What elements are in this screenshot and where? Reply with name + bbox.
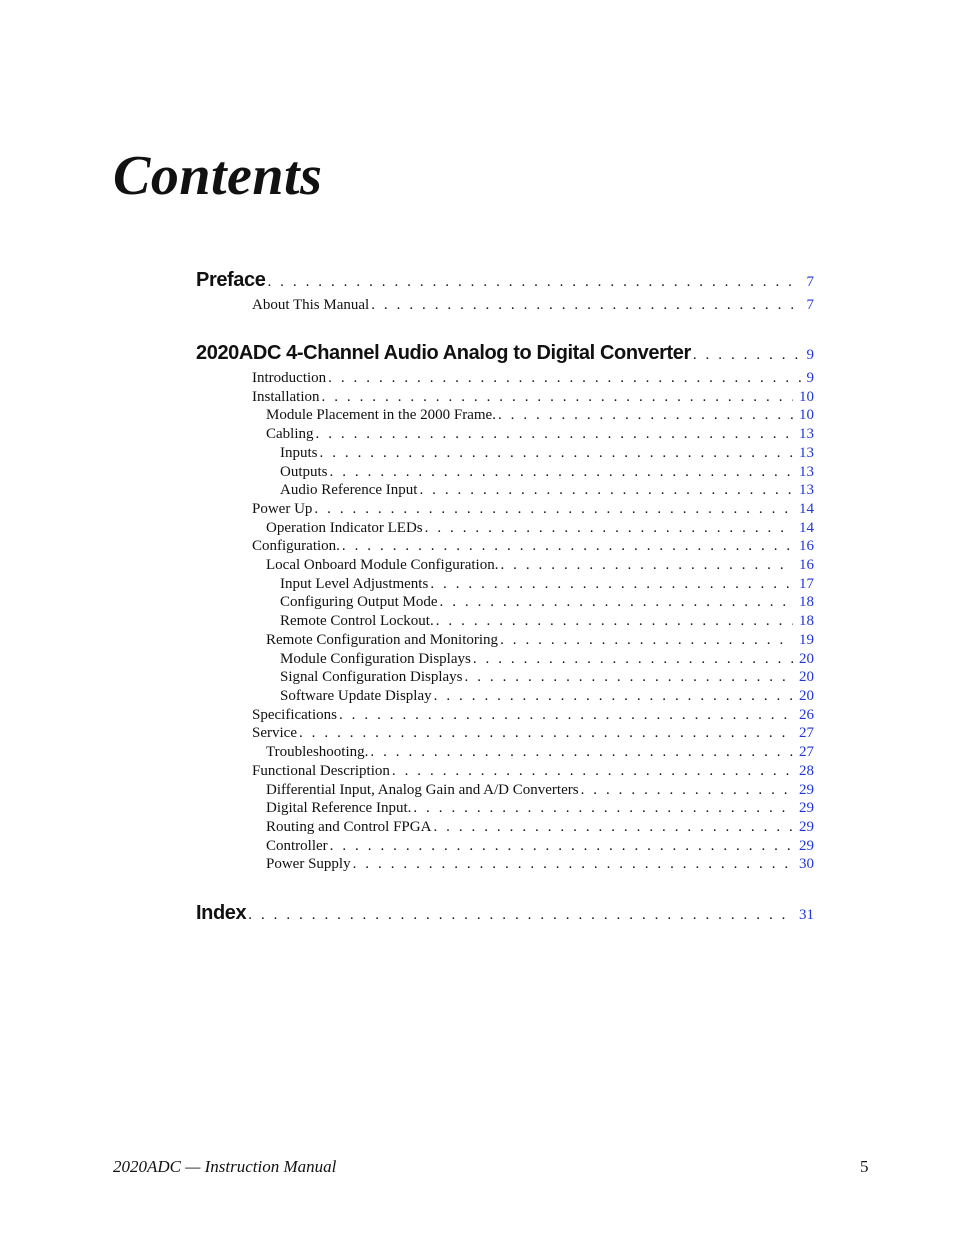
toc-leader-dots bbox=[436, 613, 793, 630]
toc-page-link[interactable]: 27 bbox=[799, 725, 814, 741]
toc-entry-label: Preface bbox=[196, 269, 266, 291]
toc-entry[interactable] bbox=[196, 407, 814, 424]
toc-page-link[interactable]: 30 bbox=[799, 856, 814, 872]
toc-page-link[interactable]: 17 bbox=[799, 576, 814, 592]
toc-page-link[interactable]: 18 bbox=[799, 594, 814, 610]
toc-leader-dots bbox=[392, 763, 793, 780]
toc-entry[interactable] bbox=[196, 426, 814, 443]
toc-leader-dots bbox=[342, 538, 793, 555]
toc-page-link[interactable]: 18 bbox=[799, 613, 814, 629]
toc-entry[interactable] bbox=[196, 782, 814, 799]
toc-chapter-entry[interactable] bbox=[196, 269, 814, 292]
toc-page-link[interactable]: 13 bbox=[799, 426, 814, 442]
toc-entry[interactable] bbox=[196, 763, 814, 780]
toc-entry-label: Power Up bbox=[252, 501, 313, 517]
toc-leader-dots bbox=[330, 464, 793, 481]
toc-page-link[interactable]: 20 bbox=[799, 688, 814, 704]
toc-page-link[interactable]: 10 bbox=[799, 407, 814, 423]
toc-leader-dots bbox=[425, 520, 793, 537]
toc-leader-dots bbox=[473, 651, 793, 668]
toc-page-link[interactable]: 16 bbox=[799, 557, 814, 573]
toc-page-link[interactable]: 14 bbox=[799, 501, 814, 517]
toc-page-link[interactable]: 7 bbox=[806, 274, 814, 290]
toc-entry[interactable] bbox=[196, 594, 814, 611]
toc-entry-label: Remote Control Lockout. bbox=[280, 613, 434, 629]
toc-entry[interactable] bbox=[196, 707, 814, 724]
toc-entry[interactable] bbox=[196, 501, 814, 518]
toc-leader-dots bbox=[330, 838, 793, 855]
toc-entry-label: Module Configuration Displays bbox=[280, 651, 471, 667]
toc-page-link[interactable]: 29 bbox=[799, 819, 814, 835]
toc-entry-label: Controller bbox=[266, 838, 328, 854]
toc-entry[interactable] bbox=[196, 370, 814, 387]
toc-entry[interactable] bbox=[196, 389, 814, 406]
toc-page-link[interactable]: 29 bbox=[799, 800, 814, 816]
toc-leader-dots bbox=[370, 744, 793, 761]
toc-entry[interactable] bbox=[196, 651, 814, 668]
toc-leader-dots bbox=[433, 819, 793, 836]
toc-entry[interactable] bbox=[196, 482, 814, 499]
toc-page-link[interactable]: 27 bbox=[799, 744, 814, 760]
toc-entry-label: Digital Reference Input. bbox=[266, 800, 412, 816]
toc-page-link[interactable]: 9 bbox=[806, 370, 814, 386]
toc-entry-label: Index bbox=[196, 902, 247, 924]
toc-entry[interactable] bbox=[196, 632, 814, 649]
toc-entry[interactable] bbox=[196, 557, 814, 574]
toc-entry-label: Power Supply bbox=[266, 856, 351, 872]
toc-page-link[interactable]: 29 bbox=[799, 782, 814, 798]
toc-entry[interactable] bbox=[196, 613, 814, 630]
toc-page-link[interactable]: 19 bbox=[799, 632, 814, 648]
toc-entry[interactable] bbox=[196, 576, 814, 593]
toc-entry-label: Installation bbox=[252, 389, 320, 405]
toc-page-link[interactable]: 28 bbox=[799, 763, 814, 779]
toc-leader-dots bbox=[434, 688, 793, 705]
toc-entry-label: Software Update Display bbox=[280, 688, 432, 704]
toc-entry-label: Audio Reference Input bbox=[280, 482, 418, 498]
toc-leader-dots bbox=[320, 445, 794, 462]
toc-leader-dots bbox=[267, 274, 800, 291]
toc-entry-label: Configuration. bbox=[252, 538, 340, 554]
page-title: Contents bbox=[113, 145, 323, 207]
toc-entry[interactable] bbox=[196, 688, 814, 705]
toc-leader-dots bbox=[500, 632, 793, 649]
footer-page-number: 5 bbox=[860, 1157, 869, 1176]
toc-page-link[interactable]: 14 bbox=[799, 520, 814, 536]
toc-entry[interactable] bbox=[196, 669, 814, 686]
toc-entry[interactable] bbox=[196, 838, 814, 855]
toc-page-link[interactable]: 20 bbox=[799, 651, 814, 667]
toc-entry-label: Signal Configuration Displays bbox=[280, 669, 463, 685]
toc-chapter-entry[interactable] bbox=[196, 342, 814, 365]
toc-page-link[interactable]: 20 bbox=[799, 669, 814, 685]
toc-leader-dots bbox=[413, 800, 793, 817]
toc-leader-dots bbox=[339, 707, 793, 724]
toc-leader-dots bbox=[316, 426, 794, 443]
toc-entry[interactable] bbox=[196, 520, 814, 537]
toc-entry-label: Local Onboard Module Configuration. bbox=[266, 557, 499, 573]
toc-page-link[interactable]: 13 bbox=[799, 445, 814, 461]
toc-leader-dots bbox=[500, 557, 793, 574]
toc-leader-dots bbox=[430, 576, 793, 593]
toc-leader-dots bbox=[299, 725, 793, 742]
toc-leader-dots bbox=[581, 782, 793, 799]
toc-page-link[interactable]: 7 bbox=[806, 297, 814, 313]
toc-page-link[interactable]: 26 bbox=[799, 707, 814, 723]
toc-entry-label: Service bbox=[252, 725, 297, 741]
toc-entry[interactable] bbox=[196, 297, 814, 314]
toc-page-link[interactable]: 16 bbox=[799, 538, 814, 554]
toc-page-link[interactable]: 13 bbox=[799, 464, 814, 480]
toc-entry[interactable] bbox=[196, 464, 814, 481]
toc-entry-label: Routing and Control FPGA bbox=[266, 819, 432, 835]
toc-entry[interactable] bbox=[196, 538, 814, 555]
toc-leader-dots bbox=[693, 347, 801, 364]
toc-leader-dots bbox=[371, 297, 800, 314]
toc-page-link[interactable]: 10 bbox=[799, 389, 814, 405]
toc-page-link[interactable]: 31 bbox=[799, 907, 814, 923]
toc-page-link[interactable]: 29 bbox=[799, 838, 814, 854]
toc-leader-dots bbox=[498, 407, 793, 424]
toc-entry-label: Differential Input, Analog Gain and A/D Converters bbox=[266, 782, 579, 798]
toc-entry-label: Operation Indicator LEDs bbox=[266, 520, 423, 536]
toc-entry-label: 2020ADC 4-Channel Audio Analog to Digital Converter bbox=[196, 342, 691, 364]
toc-entry-label: Troubleshooting. bbox=[266, 744, 369, 760]
toc-leader-dots bbox=[314, 501, 793, 518]
footer-title: 2020ADC — Instruction Manual bbox=[113, 1157, 337, 1176]
toc-leader-dots bbox=[248, 907, 793, 924]
toc-entry-label: Introduction bbox=[252, 370, 327, 386]
toc-leader-dots bbox=[465, 669, 794, 686]
toc-entry-label: Module Placement in the 2000 Frame. bbox=[266, 407, 496, 423]
toc-entry[interactable] bbox=[196, 445, 814, 462]
toc-entry-label: Remote Configuration and Monitoring bbox=[266, 632, 499, 648]
toc-chapter-entry[interactable] bbox=[196, 902, 814, 925]
toc-entry-label: Cabling bbox=[266, 426, 314, 442]
toc-entry-label: Configuring Output Mode bbox=[280, 594, 438, 610]
toc-entry-label: Outputs bbox=[280, 464, 328, 480]
toc-entry-label: Inputs bbox=[280, 445, 318, 461]
toc-leader-dots bbox=[328, 370, 800, 387]
toc-entry[interactable] bbox=[196, 819, 814, 836]
toc-leader-dots bbox=[419, 482, 793, 499]
toc-leader-dots bbox=[322, 389, 794, 406]
toc-entry[interactable] bbox=[196, 856, 814, 873]
toc-leader-dots bbox=[353, 856, 793, 873]
toc-entry-label: Functional Description bbox=[252, 763, 390, 779]
toc-entry[interactable] bbox=[196, 725, 814, 742]
toc-entry[interactable] bbox=[196, 800, 814, 817]
toc-page-link[interactable]: 9 bbox=[806, 347, 814, 363]
toc-entry-label: Input Level Adjustments bbox=[280, 576, 429, 592]
toc-entry-label: About This Manual bbox=[252, 297, 370, 313]
toc-entry[interactable] bbox=[196, 744, 814, 761]
toc-page-link[interactable]: 13 bbox=[799, 482, 814, 498]
toc-leader-dots bbox=[440, 594, 794, 611]
toc-entry-label: Specifications bbox=[252, 707, 337, 723]
